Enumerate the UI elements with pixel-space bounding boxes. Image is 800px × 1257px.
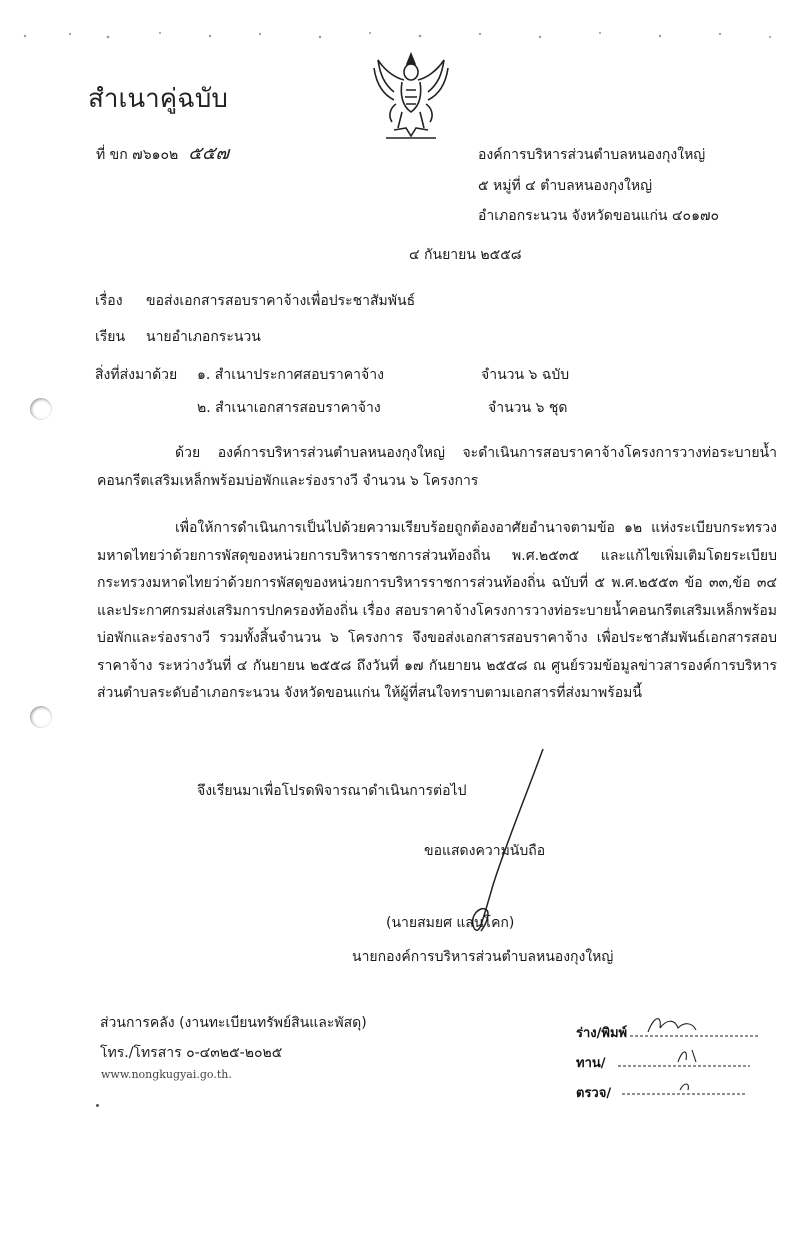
enclosure-qty: จำนวน ๖ ฉบับ	[481, 367, 570, 383]
subject-label: เรื่อง	[95, 293, 123, 309]
body-paragraph-2: เพื่อให้การดำเนินการเป็นไปด้วยความเรียบร้อยถูกต้องอาศัยอำนาจตามข้อ ๑๒ แห่งระเบียบกระทรวงมหาดไทยว่าด้วยการพัสดุของหน่วยการบริหารราชการส่วนท้องถิ่น พ.ศ.๒๕๓๕ และแก้ไขเพิ่มเติมโดยระเบียบกระทรวงมหาดไทยว่าด้วยการพัสดุของหน่วยการบริหารราชการส่วนท้องถิ่น ฉบับที่ ๕ พ.ศ.๒๕๕๓ ข้อ ๓๓,ข้อ ๓๔ และประกาศกรมส่งเสริมการปกครองท้องถิ่น เรื่อง สอบราคาจ้างโครงการวางท่อระบายน้ำคอนกรีตเสริมเหล็กพร้อมบ่อพักและร่องรางวี รวมทั้งสิ้นจำนวน ๖ โครงการ จึงขอส่งเอกสารสอบราคาจ้าง เพื่อประชาสัมพันธ์เอกสารสอบราคาจ้าง ระหว่างวันที่ ๔ กันยายน ๒๕๕๘ ถึงวันที่ ๑๗ กันยายน ๒๕๕๘ ณ ศูนย์รวมข้อมูลข่าวสารองค์การบริหารส่วนตำบลระดับอำเภอกระนวน จังหวัดขอนแก่น ให้ผู้ที่สนใจทราบตามเอกสารที่ส่งมาพร้อมนี้	[97, 520, 777, 701]
closing-line: จึงเรียนมาเพื่อโปรดพิจารณาดำเนินการต่อไป	[197, 783, 467, 799]
stray-dot	[96, 1104, 99, 1107]
stamp-line-proof: ทาน/	[576, 1056, 606, 1071]
footer-website: www.nongkugyai.go.th.	[101, 1068, 232, 1081]
to-label: เรียน	[95, 329, 126, 345]
enclosure-qty: จำนวน ๖ ชุด	[488, 400, 568, 416]
stamp-line-typist: ร่าง/พิมพ์	[576, 1026, 628, 1041]
letter-date: ๔ กันยายน ๒๕๕๘	[409, 247, 522, 263]
punch-hole	[30, 398, 52, 420]
signer-title: นายกองค์การบริหารส่วนตำบลหนองกุงใหญ่	[352, 949, 614, 965]
scan-artifact-dots	[20, 28, 780, 42]
enclosure-item: ๒. สำเนาเอกสารสอบราคาจ้าง	[197, 400, 381, 416]
stamp-handwriting	[570, 1010, 770, 1100]
stamp-line-check: ตรวจ/	[576, 1086, 612, 1101]
to-text: นายอำเภอกระนวน	[146, 329, 261, 345]
regards-line: ขอแสดงความนับถือ	[424, 843, 546, 859]
footer-phone: โทร./โทรสาร ๐-๔๓๒๕-๒๐๒๕	[100, 1045, 283, 1061]
garuda-emblem-icon	[366, 50, 456, 145]
footer-department: ส่วนการคลัง (งานทะเบียนทรัพย์สินและพัสดุ)	[100, 1015, 367, 1031]
copy-label: สำเนาคู่ฉบับ	[88, 84, 228, 114]
enclosures-label: สิ่งที่ส่งมาด้วย	[95, 367, 178, 383]
reference-handwritten: ๕๕๗	[188, 143, 230, 164]
body-paragraph-1: ด้วย องค์การบริหารส่วนตำบลหนองกุงใหญ่ จะดำเนินการสอบราคาจ้างโครงการวางท่อระบายน้ำคอนกรีตเสริมเหล็กพร้อมบ่อพักและร่องรางวี จำนวน ๖ โครงการ	[97, 445, 777, 489]
enclosure-item: ๑. สำเนาประกาศสอบราคาจ้าง	[197, 367, 384, 383]
reference-number	[96, 144, 229, 165]
org-name: องค์การบริหารส่วนตำบลหนองกุงใหญ่	[478, 147, 706, 163]
org-address-line1: ๕ หมู่ที่ ๔ ตำบลหนองกุงใหญ่	[478, 178, 652, 194]
reference-number-text: ที่ ขก ๗๖๑๐๒	[96, 147, 179, 163]
signer-name: (นายสมยศ แสนโคก)	[386, 915, 515, 931]
subject-text: ขอส่งเอกสารสอบราคาจ้างเพื่อประชาสัมพันธ์	[146, 293, 416, 309]
org-address-line2: อำเภอกระนวน จังหวัดขอนแก่น ๔๐๑๗๐	[478, 208, 720, 224]
punch-hole	[30, 706, 52, 728]
